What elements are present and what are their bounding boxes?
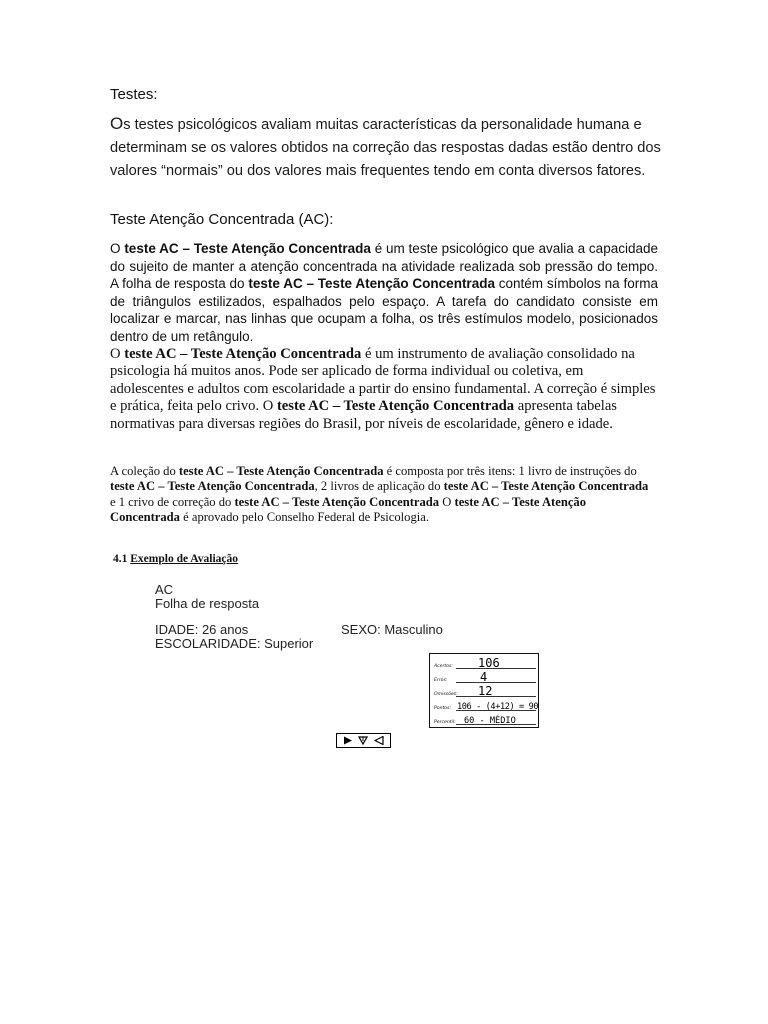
testes-heading: Testes: <box>110 86 158 103</box>
p3-text-2: é composta por três itens: 1 livro de instruções do <box>383 464 637 478</box>
p2-bold-1: teste AC – Teste Atenção Concentrada <box>124 346 362 362</box>
p1-bold-1: teste AC – Teste Atenção Concentrada <box>124 241 371 256</box>
score-row-correct <box>434 656 538 670</box>
score-row-errors <box>434 670 538 684</box>
score-label-errors: Erros: <box>434 678 448 683</box>
right-filled-triangle-icon <box>343 736 353 745</box>
p3-bold-1: teste AC – Teste Atenção Concentrada <box>178 464 384 478</box>
paragraph-3 <box>110 464 650 526</box>
score-label-correct: Acertos: <box>434 664 453 669</box>
p3-text-5: O <box>439 494 455 509</box>
ac-heading: Teste Atenção Concentrada (AC): <box>110 211 334 228</box>
p1-text-1: O <box>110 241 125 256</box>
p3-text-4: e 1 crivo de correção do <box>110 494 235 509</box>
p1-bold-2: teste AC – Teste Atenção Concentrada <box>248 276 495 292</box>
paragraph-2 <box>110 346 658 433</box>
p3-text-6: é aprovado pelo Conselho Federal de Psicologia. <box>179 510 429 525</box>
p2-text-2: é um instrumento de avaliação consolidado na psicologia há muitos anos. Pode ser aplicado de forma individual ou coletiva, em adolescentes e adultos com escolaridade a partir do ensino fundamental. A correção é simples e prática, feita pelo crivo. O <box>110 346 656 415</box>
paragraph-1 <box>110 240 658 346</box>
answer-sheet-code: AC <box>155 582 174 597</box>
intro-text: s testes psicológicos avaliam muitas características da personalidade humana e determinam se os valores obtidos na correção das respostas dadas estão dentro dos valores “normais” ou dos valores mais frequentes tendo em conta diversos fatores. <box>110 117 661 179</box>
p2-text-1: O <box>110 346 125 362</box>
score-value-omissions: 12 <box>478 684 493 698</box>
score-row-omissions <box>434 684 538 698</box>
example-number: 4.1 <box>113 553 131 565</box>
p3-text-3: , 2 livros de aplicação do <box>314 479 444 494</box>
example-title: Exemplo de Avaliação <box>130 553 239 565</box>
score-label-omissions: Omissões: <box>434 692 458 697</box>
example-heading <box>113 553 238 565</box>
intro-first-letter: O <box>110 114 124 133</box>
p3-bold-4: teste AC – Teste Atenção Concentrada <box>234 494 440 509</box>
left-outline-triangle-icon <box>374 736 384 745</box>
p3-bold-2: teste AC – Teste Atenção Concentrada <box>110 479 315 494</box>
p3-text-1: A coleção do <box>110 464 179 478</box>
score-value-correct: 106 <box>478 656 500 670</box>
p1-text-2: é um teste psicológico que avalia a capacidade do sujeito de manter a atenção concentrada na atividade realizada sob pressão do tempo. A folha de resposta do <box>110 241 658 292</box>
stimulus-model-box <box>336 733 391 748</box>
score-underline <box>456 696 536 697</box>
p3-bold-3: teste AC – Teste Atenção Concentrada <box>443 479 649 494</box>
score-value-percentile: 60 - MÉDIO <box>464 716 516 726</box>
score-row-points <box>434 698 538 712</box>
score-label-points: Pontos: <box>434 706 452 711</box>
p2-text-3: apresenta tabelas normativas para diversas regiões do Brasil, por níveis de escolaridade, gênero e idade. <box>110 398 617 432</box>
p1-text-3: contém símbolos na forma de triângulos estilizados, espalhados pelo espaço. A tarefa do candidato consiste em localizar e marcar, nas linhas que ocupam a folha, os três estímulos modelo, posicionados dentro de um retângulo. <box>110 276 658 344</box>
answer-sheet-sex: SEXO: Masculino <box>341 622 443 637</box>
down-outline-triangle-icon <box>358 736 368 745</box>
intro-paragraph <box>110 112 670 183</box>
score-value-errors: 4 <box>480 670 488 684</box>
score-label-percentile: Percentil: <box>434 720 456 725</box>
answer-sheet-subtitle: Folha de resposta <box>155 596 260 611</box>
score-card <box>429 653 539 728</box>
answer-sheet-education: ESCOLARIDADE: Superior <box>155 636 314 651</box>
score-value-points: 106 - (4+12) = 90 <box>457 702 539 712</box>
answer-sheet-age: IDADE: 26 anos <box>155 622 249 637</box>
p2-bold-2: teste AC – Teste Atenção Concentrada <box>276 398 515 415</box>
score-underline <box>456 682 536 683</box>
score-row-percentile <box>434 712 538 726</box>
p3-bold-5: teste AC – Teste Atenção Concentrada <box>110 494 587 525</box>
